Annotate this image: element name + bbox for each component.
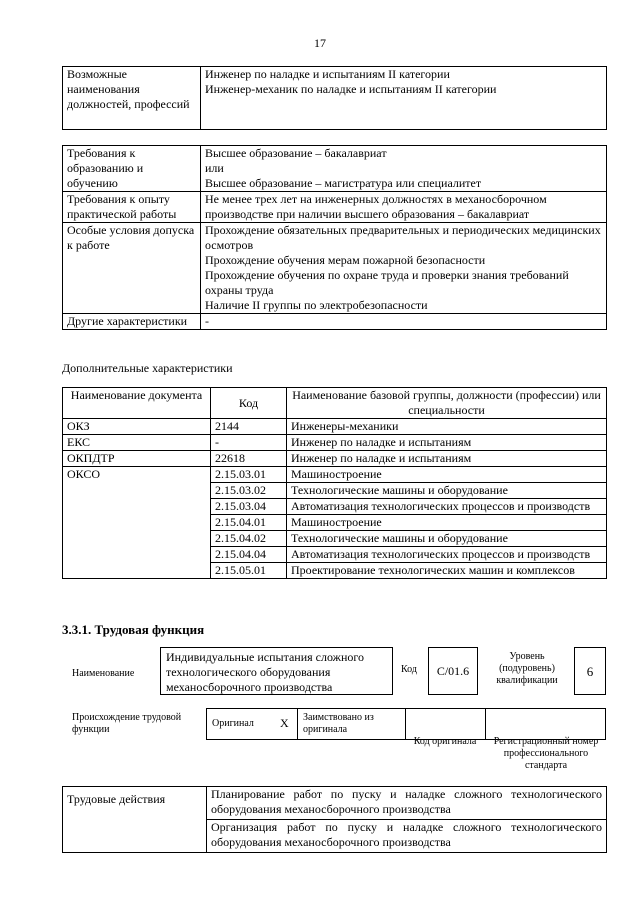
original-mark: X — [280, 716, 289, 730]
function-heading: 3.3.1. Трудовая функция — [62, 622, 205, 637]
row-name: Машиностроение — [287, 467, 607, 483]
requirements-table — [62, 145, 607, 330]
positions-table — [62, 66, 607, 130]
row-code: 2.15.03.02 — [211, 483, 287, 499]
row-name: Инженер по наладке и испытаниям — [287, 451, 607, 467]
requirement-value — [201, 314, 607, 330]
table-row — [63, 419, 607, 435]
row-code: 2.15.03.01 — [211, 467, 287, 483]
borrowed-label: Заимствовано из оригинала — [303, 712, 374, 735]
position-item: Инженер-механик по наладке и испытаниям II категории — [205, 82, 497, 96]
requirement-label: Требования к опыту практической работы — [63, 192, 201, 223]
requirement-row — [63, 314, 607, 330]
row-doc: ЕКС — [63, 435, 211, 451]
row-code: - — [211, 435, 287, 451]
header-doc: Наименование документа — [63, 388, 211, 419]
function-level-box — [574, 647, 606, 695]
function-name-label: Наименование — [72, 668, 135, 679]
function-code-value: C/01.6 — [436, 663, 470, 678]
additional-table — [62, 387, 607, 579]
row-name: Инженеры-механики — [287, 419, 607, 435]
row-name: Проектирование технологических машин и комплексов — [287, 563, 607, 579]
origin-label: Происхождение трудовой функции — [72, 712, 182, 735]
row-name: Технологические машины и оборудование — [287, 483, 607, 499]
header-name: Наименование базовой группы, должности (профессии) или специальности — [287, 388, 607, 419]
code-original-label: Код оригинала — [413, 736, 477, 747]
page-number: 17 — [314, 36, 326, 50]
row-name: Инженер по наладке и испытаниям — [287, 435, 607, 451]
requirement-line: Наличие II группы по электробезопасности — [205, 298, 428, 312]
position-item: Инженер по наладке и испытаниям II категории — [205, 67, 450, 81]
requirement-row — [63, 146, 607, 192]
requirement-value — [201, 223, 607, 314]
reg-number-label: Регистрационный номер профессионального стандарта — [493, 736, 599, 771]
table-row — [63, 435, 607, 451]
requirement-line: Прохождение обучения мерам пожарной безопасности — [205, 253, 486, 267]
original-label: Оригинал — [212, 718, 254, 729]
row-code: 22618 — [211, 451, 287, 467]
positions-label: Возможные наименования должностей, профессий — [63, 67, 201, 130]
row-name: Автоматизация технологических процессов и производств — [287, 547, 607, 563]
row-name: Автоматизация технологических процессов и производств — [287, 499, 607, 515]
origin-divider — [297, 709, 298, 739]
requirement-line: Не менее трех лет на инженерных должностях в механосборочном производстве при наличии высшего образования – бакалавриат — [205, 192, 547, 221]
function-level-value: 6 — [586, 663, 594, 679]
row-code: 2144 — [211, 419, 287, 435]
row-code: 2.15.03.04 — [211, 499, 287, 515]
row-code: 2.15.04.01 — [211, 515, 287, 531]
requirement-label: Требования к образованию и обучению — [63, 146, 201, 192]
table-row — [63, 451, 607, 467]
row-name: Машиностроение — [287, 515, 607, 531]
row-doc: ОКЗ — [63, 419, 211, 435]
labor-action-item: Организация работ по пуску и наладке сложного технологического оборудования механосборочного производства — [207, 820, 607, 853]
row-doc: ОКПДТР — [63, 451, 211, 467]
header-code: Код — [211, 388, 287, 419]
table-row — [63, 787, 607, 820]
function-code-box — [428, 647, 478, 695]
table-row — [63, 467, 607, 483]
labor-actions-label: Трудовые действия — [63, 787, 207, 853]
origin-divider — [485, 709, 486, 739]
origin-divider — [405, 709, 406, 739]
requirement-value — [201, 146, 607, 192]
positions-values — [201, 67, 607, 130]
requirement-line: Высшее образование – бакалавриат — [205, 146, 387, 160]
row-code: 2.15.04.04 — [211, 547, 287, 563]
function-name-box — [160, 647, 393, 695]
function-name-value: Индивидуальные испытания сложного технологического оборудования механосборочного производства — [166, 650, 365, 694]
requirement-row — [63, 192, 607, 223]
requirement-line: - — [205, 314, 209, 328]
requirement-value — [201, 192, 607, 223]
row-code: 2.15.05.01 — [211, 563, 287, 579]
labor-action-item: Планирование работ по пуску и наладке сложного технологического оборудования механосборочного производства — [207, 787, 607, 820]
function-code-label: Код — [401, 664, 417, 675]
requirement-row — [63, 223, 607, 314]
requirement-label: Особые условия допуска к работе — [63, 223, 201, 314]
additional-heading: Дополнительные характеристики — [62, 361, 233, 375]
requirement-label: Другие характеристики — [63, 314, 201, 330]
row-doc: ОКСО — [63, 467, 211, 579]
labor-actions-table — [62, 786, 607, 853]
requirement-line: Высшее образование – магистратура или специалитет — [205, 176, 482, 190]
requirement-line: или — [205, 161, 224, 175]
row-name: Технологические машины и оборудование — [287, 531, 607, 547]
requirement-line: Прохождение обязательных предварительных и периодических медицинских осмотров — [205, 223, 601, 252]
function-level-label: Уровень (подуровень) квалификации — [496, 651, 558, 686]
row-code: 2.15.04.02 — [211, 531, 287, 547]
requirement-line: Прохождение обучения по охране труда и проверки знания требований охраны труда — [205, 268, 569, 297]
